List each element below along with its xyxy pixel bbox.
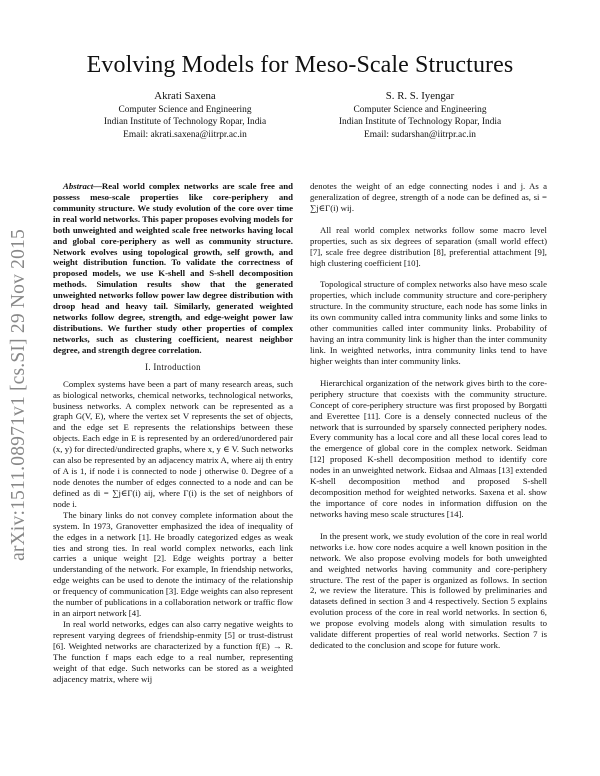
author-email: Email: sudarshan@iitrpr.ac.in (364, 129, 476, 140)
author-block-1 (65, 90, 305, 141)
author-block-2 (300, 90, 540, 141)
paragraph: The binary links do not convey complete information about the system. In 1973, Granovetter emphasized the idea of inequality of the edges in a network [1]. He broadly categorized edges as weak ties and strong ties. In real world complex networks, each link carries a unique weight [2]. Edge weights portray a better understanding of the network. For example, In friendship networks, edge weights can be used to denote the intimacy of the relationship or frequency of communication [3]. Edge weights can also represent the number of publications in a collaboration network or traffic flow in an airport network [4]. (53, 509, 293, 619)
abstract-label: Abstract (63, 181, 94, 191)
author-department: Computer Science and Engineering (118, 104, 252, 115)
paragraph: In real world networks, edges can also carry negative weights to represent varying degrees of friendship-enmity [5] or trust-distrust [6]. Weighted networks are characterized by a function f(E) → R. The function f maps each edge to a real number, representing weight of that edge. Such networks can be stored as a weighted adjacency matrix, where wij (53, 618, 293, 684)
arxiv-identifier: arXiv:1511.08971v1 [cs.SI] 29 Nov 2015 (8, 229, 29, 561)
author-institution: Indian Institute of Technology Ropar, India (103, 117, 267, 128)
paper-title: Evolving Models for Meso-Scale Structures (86, 52, 514, 78)
left-column (53, 181, 293, 684)
paragraph: Hierarchical organization of the network gives birth to the core-periphery structure that coexists with the community structure. Concept of core-periphery structure was first proposed by Borgatti and Everettee [11]. Core is a densely connected nucleus of the network that is surrounded by sparsely connected periphery nodes. Every community has a local core and all these local cores lead to the emergence of global core in the complex network. Seidman [12] proposed K-shell decomposition method to identify core nodes in an unweighted network. Eidsaa and Almaas [13] extended K-shell decomposition method and proposed S-shell decomposition method for weighted networks. Saxena et al. show the importance of core nodes in information diffusion on the networks having meso scale structures [14]. (310, 377, 547, 519)
paragraph: In the present work, we study evolution of the core in real world networks i.e. how core nodes acquire a well known position in the network. We also propose evolving models for both unweighted and weighted networks having community and core-periphery structure. The rest of the paper is organized as follows. In section 2, we review the literature. This is followed by preliminaries and datasets defined in section 3 and 4 respectively. Section 5 explains evolution process of the core in real world networks. In section 6, we propose evolving models along with simulation results to validate different properties of real world networks. Section 7 is dedicated to the conclusion and scope for future work. (310, 530, 547, 651)
paragraph: Topological structure of complex networks also have meso scale properties, which include community structure and core-periphery structure. In the community structure, each node has some links in its own community called intra community links and some links to other communities called inter community links. Probability of having an intra community link is higher than the inter community link. In weighted networks, intra community links tend to have higher weights than inter community links. (310, 279, 547, 366)
abstract-text: —Real world complex networks are scale free and possess meso-scale properties like core-periphery and community structure. We study evolution of the core over time in real world networks. This paper proposes evolving models for both unweighted and weighted scale free networks having local and global core-periphery as well as community structure. Network evolves using topological growth, self growth, and weight distribution function. To validate the correctness of proposed models, we use K-shell and S-shell decomposition methods. Simulation results show that the generated unweighted networks follow power law degree distribution with droop head and heavy tail. Similarly, generated weighted networks follow degree, strength, and edge-weight power law distributions. We further study other properties of complex networks, such as clustering coefficient, nearest neighbor degree, and strength degree correlation. (53, 181, 293, 355)
author-name: Akrati Saxena (154, 90, 216, 102)
author-institution: Indian Institute of Technology Ropar, India (338, 117, 502, 128)
paragraph: All real world complex networks follow some macro level properties, such as six degrees of separation (small world effect) [7], scale free degree distribution [8], preferential attachment [9], high clustering coefficient [10]. (310, 224, 547, 268)
right-column (310, 181, 547, 651)
paragraph: denotes the weight of an edge connecting nodes i and j. As a generalization of degree, strength of a node can be defined as, si = ∑j∈Γ(i) wij. (310, 181, 547, 213)
author-email: Email: akrati.saxena@iitrpr.ac.in (123, 129, 247, 140)
author-name: S. R. S. Iyengar (385, 90, 455, 102)
abstract (53, 181, 293, 356)
author-department: Computer Science and Engineering (353, 104, 487, 115)
section-heading-introduction: I. Introduction (145, 361, 201, 372)
paragraph: Complex systems have been a part of many research areas, such as biological networks, chemical networks, technological networks, business networks. A complex network can be represented as a graph G(V, E), where the vertex set V represents the set of objects, and the edge set E represents the relationships between these objects. Each edge in E is represented by an ordered/unordered pair (x, y) for directed/undirected graphs, where x, y ∈ V. Such networks can also be represented by an adjacency matrix A, where aij th entry of A is 1, if node i is connected to node j otherwise 0. Degree of a node denotes the number of edges connected to a node and can be defined as di = ∑j∈Γ(i) aij, where Γ(i) is the set of neighbors of node i. (53, 378, 293, 509)
